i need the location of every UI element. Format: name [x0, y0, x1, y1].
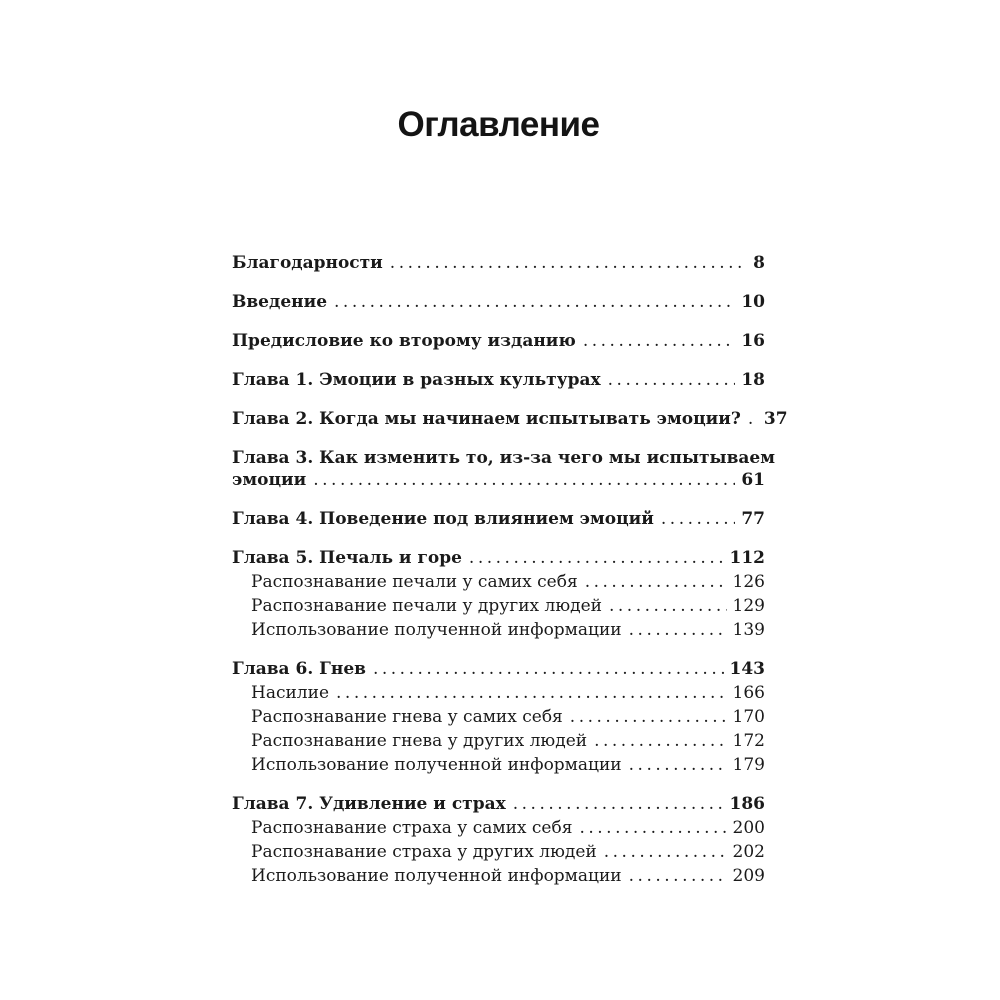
dot-leader: [661, 508, 735, 530]
toc-entry: [232, 706, 765, 728]
toc-entry: [232, 252, 765, 274]
toc-entry: [232, 447, 776, 469]
dot-leader: [748, 408, 758, 430]
toc-entry: [232, 595, 765, 617]
toc-entry: [232, 682, 765, 704]
toc-entry: [232, 619, 765, 641]
toc-entry-page: 61: [741, 470, 765, 490]
toc-entry-label: Предисловие ко второму изданию: [232, 331, 576, 351]
toc-entry-label: Распознавание гнева у самих себя: [251, 707, 563, 727]
dot-leader: [570, 706, 727, 728]
toc-entry-label: Введение: [232, 292, 328, 312]
toc-entry-page: 16: [741, 331, 765, 351]
toc-entry-page: 8: [753, 253, 765, 273]
toc-entry-label: Распознавание страха у самих себя: [251, 818, 573, 838]
dot-leader: [604, 841, 727, 863]
dot-leader: [390, 252, 747, 274]
toc-entry-label: Распознавание страха у других людей: [251, 842, 597, 862]
dot-leader: [629, 754, 727, 776]
toc-entry-page: 126: [732, 572, 765, 592]
toc-entry-label: эмоции: [232, 470, 307, 490]
toc-entry: [232, 865, 765, 887]
toc-entry: [232, 754, 765, 776]
toc-entry: [232, 571, 765, 593]
dot-leader: [313, 469, 735, 491]
dot-leader: [469, 547, 724, 569]
toc-entry-page: 37: [763, 409, 788, 429]
table-of-contents: [232, 252, 788, 887]
toc-entry-page: 202: [732, 842, 765, 862]
page-title: Оглавление: [397, 105, 600, 144]
toc-entry-page: 77: [741, 509, 765, 529]
toc-entry-label: Распознавание печали у других людей: [251, 596, 602, 616]
dot-leader: [583, 330, 736, 352]
toc-entry-page: 172: [732, 731, 765, 751]
toc-entry-label: Глава 6. Гнев: [232, 659, 366, 679]
toc-entry-label: Насилие: [251, 683, 330, 703]
toc-entry: [232, 291, 765, 313]
toc-entry-label: Глава 4. Поведение под влиянием эмоций: [232, 509, 654, 529]
dot-leader: [594, 730, 726, 752]
toc-entry: [232, 469, 765, 491]
toc-entry-label: Глава 7. Удивление и страх: [232, 794, 506, 814]
toc-entry-page: 10: [741, 292, 765, 312]
toc-entry-page: 129: [732, 596, 765, 616]
toc-entry-label: Глава 2. Когда мы начинаем испытывать эмоции?: [232, 409, 741, 429]
toc-entry-page: 112: [729, 548, 765, 568]
toc-entry: [232, 369, 765, 391]
dot-leader: [513, 793, 724, 815]
toc-entry-page: 200: [732, 818, 765, 838]
toc-entry-label: Распознавание гнева у других людей: [251, 731, 588, 751]
toc-entry-label: Благодарности: [232, 253, 383, 273]
toc-entry: [232, 508, 765, 530]
toc-entry: [232, 817, 765, 839]
dot-leader: [609, 595, 727, 617]
dot-leader: [629, 619, 727, 641]
dot-leader: [373, 658, 724, 680]
toc-entry-page: 209: [732, 866, 765, 886]
toc-entry-label: Глава 5. Печаль и горе: [232, 548, 462, 568]
toc-entry: [232, 793, 765, 815]
toc-entry: [232, 658, 765, 680]
toc-entry-page: 179: [732, 755, 765, 775]
toc-entry-label: Использование полученной информации: [251, 620, 622, 640]
toc-entry: [232, 408, 788, 430]
dot-leader: [334, 291, 735, 313]
dot-leader: [608, 369, 736, 391]
dot-leader: [579, 817, 726, 839]
toc-entry: [232, 730, 765, 752]
toc-entry-label: Использование полученной информации: [251, 755, 622, 775]
toc-entry-page: 139: [732, 620, 765, 640]
toc-entry-label: Использование полученной информации: [251, 866, 622, 886]
toc-entry-page: 166: [732, 683, 765, 703]
dot-leader: [336, 682, 727, 704]
toc-entry-page: 186: [729, 794, 765, 814]
toc-entry-label: Глава 3. Как изменить то, из-за чего мы испытываем: [232, 448, 776, 468]
toc-entry-label: Распознавание печали у самих себя: [251, 572, 578, 592]
toc-entry-page: 143: [729, 659, 765, 679]
toc-entry: [232, 841, 765, 863]
toc-entry-page: 18: [741, 370, 765, 390]
toc-entry-page: 170: [732, 707, 765, 727]
dot-leader: [585, 571, 727, 593]
dot-leader: [629, 865, 727, 887]
toc-entry-label: Глава 1. Эмоции в разных культурах: [232, 370, 601, 390]
toc-entry: [232, 330, 765, 352]
toc-entry: [232, 547, 765, 569]
